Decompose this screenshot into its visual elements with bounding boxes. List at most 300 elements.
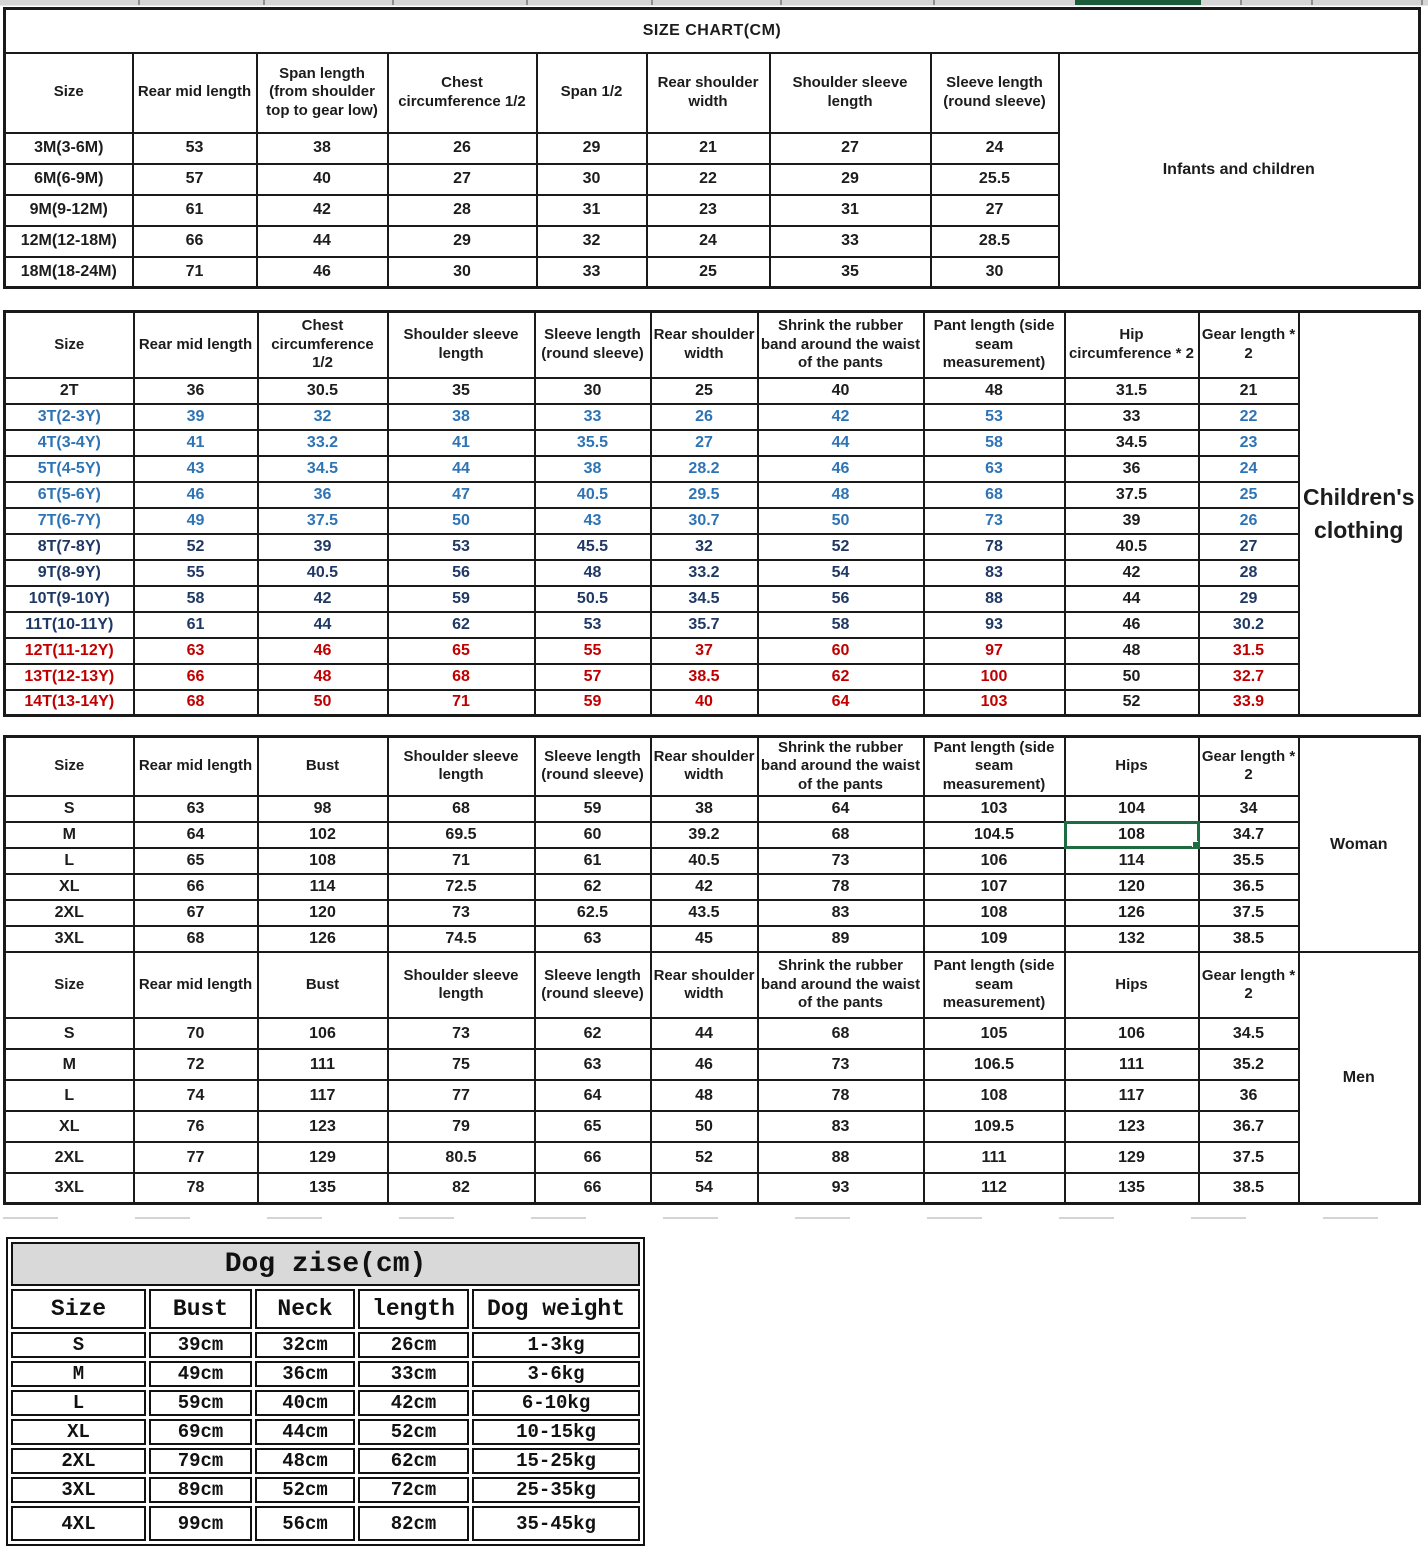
value-cell[interactable]: 114 <box>1065 848 1199 874</box>
value-cell[interactable]: 57 <box>133 164 257 195</box>
value-cell[interactable]: 21 <box>1199 378 1299 404</box>
selected-cell[interactable]: 108 <box>1065 822 1199 848</box>
size-cell[interactable]: 9M(9-12M) <box>5 195 133 226</box>
size-cell[interactable]: XL <box>5 874 134 900</box>
value-cell[interactable]: 44 <box>257 226 388 257</box>
value-cell[interactable]: 79cm <box>149 1448 252 1474</box>
size-cell[interactable]: 2XL <box>11 1448 146 1474</box>
value-cell[interactable]: 72 <box>134 1049 258 1080</box>
value-cell[interactable]: 78 <box>758 874 924 900</box>
value-cell[interactable]: 44 <box>1065 586 1199 612</box>
value-cell[interactable]: 104.5 <box>924 822 1065 848</box>
value-cell[interactable]: 33cm <box>358 1361 469 1387</box>
value-cell[interactable]: 73 <box>758 1049 924 1080</box>
value-cell[interactable]: 88 <box>924 586 1065 612</box>
value-cell[interactable]: 31.5 <box>1199 638 1299 664</box>
value-cell[interactable]: 62 <box>535 1018 651 1049</box>
value-cell[interactable]: 46 <box>258 638 388 664</box>
value-cell[interactable]: 24 <box>647 226 770 257</box>
value-cell[interactable]: 100 <box>924 664 1065 690</box>
size-cell[interactable]: 2XL <box>5 1142 134 1173</box>
value-cell[interactable]: 40.5 <box>651 848 758 874</box>
value-cell[interactable]: 66 <box>535 1142 651 1173</box>
value-cell[interactable]: 60 <box>758 638 924 664</box>
value-cell[interactable]: 30.5 <box>258 378 388 404</box>
size-cell[interactable]: 11T(10-11Y) <box>5 612 134 638</box>
value-cell[interactable]: 21 <box>647 133 770 164</box>
value-cell[interactable]: 35 <box>770 257 931 288</box>
column-header[interactable]: Hips <box>1065 952 1199 1018</box>
size-cell[interactable]: L <box>11 1390 146 1416</box>
value-cell[interactable]: 97 <box>924 638 1065 664</box>
size-cell[interactable]: 13T(12-13Y) <box>5 664 134 690</box>
value-cell[interactable]: 58 <box>924 430 1065 456</box>
value-cell[interactable]: 61 <box>133 195 257 226</box>
value-cell[interactable]: 38.5 <box>651 664 758 690</box>
value-cell[interactable]: 25.5 <box>931 164 1059 195</box>
value-cell[interactable]: 29 <box>1199 586 1299 612</box>
value-cell[interactable]: 44 <box>258 612 388 638</box>
value-cell[interactable]: 106 <box>1065 1018 1199 1049</box>
value-cell[interactable]: 39.2 <box>651 822 758 848</box>
value-cell[interactable]: 68 <box>134 690 258 716</box>
value-cell[interactable]: 76 <box>134 1111 258 1142</box>
value-cell[interactable]: 43.5 <box>651 900 758 926</box>
value-cell[interactable]: 98 <box>258 796 388 822</box>
column-header[interactable]: Bust <box>258 952 388 1018</box>
value-cell[interactable]: 41 <box>388 430 535 456</box>
value-cell[interactable]: 66 <box>133 226 257 257</box>
value-cell[interactable]: 126 <box>258 926 388 952</box>
column-header[interactable]: Rear shoulder width <box>647 53 770 133</box>
value-cell[interactable]: 39 <box>1065 508 1199 534</box>
value-cell[interactable]: 65 <box>535 1111 651 1142</box>
value-cell[interactable]: 77 <box>388 1080 535 1111</box>
value-cell[interactable]: 40.5 <box>535 482 651 508</box>
column-header[interactable]: Gear length * 2 <box>1199 312 1299 378</box>
value-cell[interactable]: 109.5 <box>924 1111 1065 1142</box>
value-cell[interactable]: 59 <box>535 690 651 716</box>
value-cell[interactable]: 45 <box>651 926 758 952</box>
value-cell[interactable]: 33 <box>537 257 647 288</box>
value-cell[interactable]: 44 <box>651 1018 758 1049</box>
value-cell[interactable]: 111 <box>1065 1049 1199 1080</box>
value-cell[interactable]: 103 <box>924 796 1065 822</box>
value-cell[interactable]: 61 <box>535 848 651 874</box>
value-cell[interactable]: 120 <box>1065 874 1199 900</box>
value-cell[interactable]: 40.5 <box>1065 534 1199 560</box>
value-cell[interactable]: 27 <box>931 195 1059 226</box>
size-cell[interactable]: 3T(2-3Y) <box>5 404 134 430</box>
value-cell[interactable]: 129 <box>258 1142 388 1173</box>
size-cell[interactable]: 3XL <box>11 1477 146 1503</box>
value-cell[interactable]: 54 <box>758 560 924 586</box>
value-cell[interactable]: 28 <box>388 195 537 226</box>
value-cell[interactable]: 68 <box>388 664 535 690</box>
value-cell[interactable]: 28.5 <box>931 226 1059 257</box>
column-header[interactable]: Shoulder sleeve length <box>388 952 535 1018</box>
value-cell[interactable]: 44 <box>388 456 535 482</box>
value-cell[interactable]: 35.5 <box>535 430 651 456</box>
value-cell[interactable]: 42cm <box>358 1390 469 1416</box>
value-cell[interactable]: 65 <box>388 638 535 664</box>
column-header[interactable]: Rear shoulder width <box>651 737 758 796</box>
value-cell[interactable]: 36cm <box>255 1361 355 1387</box>
value-cell[interactable]: 46 <box>1065 612 1199 638</box>
column-header[interactable]: Pant length (side seam measurement) <box>924 952 1065 1018</box>
size-cell[interactable]: 3XL <box>5 1173 134 1204</box>
value-cell[interactable]: 78 <box>924 534 1065 560</box>
value-cell[interactable]: 52 <box>758 534 924 560</box>
value-cell[interactable]: 108 <box>924 900 1065 926</box>
value-cell[interactable]: 53 <box>924 404 1065 430</box>
value-cell[interactable]: 132 <box>1065 926 1199 952</box>
value-cell[interactable]: 123 <box>258 1111 388 1142</box>
value-cell[interactable]: 107 <box>924 874 1065 900</box>
value-cell[interactable]: 109 <box>924 926 1065 952</box>
value-cell[interactable]: 68 <box>924 482 1065 508</box>
value-cell[interactable]: 33 <box>535 404 651 430</box>
value-cell[interactable]: 35-45kg <box>472 1506 640 1541</box>
value-cell[interactable]: 43 <box>535 508 651 534</box>
column-header[interactable]: Size <box>5 737 134 796</box>
value-cell[interactable]: 62 <box>388 612 535 638</box>
value-cell[interactable]: 104 <box>1065 796 1199 822</box>
value-cell[interactable]: 31.5 <box>1065 378 1199 404</box>
value-cell[interactable]: 44 <box>758 430 924 456</box>
value-cell[interactable]: 114 <box>258 874 388 900</box>
column-header[interactable]: Shrink the rubber band around the waist of the pants <box>758 312 924 378</box>
value-cell[interactable]: 43 <box>134 456 258 482</box>
value-cell[interactable]: 33.9 <box>1199 690 1299 716</box>
column-header[interactable]: Pant length (side seam measurement) <box>924 737 1065 796</box>
value-cell[interactable]: 36 <box>1199 1080 1299 1111</box>
size-cell[interactable]: M <box>5 1049 134 1080</box>
column-header[interactable]: Span length (from shoulder top to gear low) <box>257 53 388 133</box>
column-header[interactable]: Size <box>5 53 133 133</box>
value-cell[interactable]: 53 <box>133 133 257 164</box>
value-cell[interactable]: 38.5 <box>1199 926 1299 952</box>
value-cell[interactable]: 69cm <box>149 1419 252 1445</box>
value-cell[interactable]: 34.5 <box>258 456 388 482</box>
value-cell[interactable]: 32 <box>651 534 758 560</box>
value-cell[interactable]: 36 <box>258 482 388 508</box>
value-cell[interactable]: 30 <box>388 257 537 288</box>
value-cell[interactable]: 39 <box>258 534 388 560</box>
value-cell[interactable]: 102 <box>258 822 388 848</box>
value-cell[interactable]: 62cm <box>358 1448 469 1474</box>
value-cell[interactable]: 73 <box>758 848 924 874</box>
column-header[interactable]: Dog weight <box>472 1289 640 1329</box>
value-cell[interactable]: 93 <box>924 612 1065 638</box>
value-cell[interactable]: 73 <box>388 900 535 926</box>
column-header[interactable]: Bust <box>149 1289 252 1329</box>
value-cell[interactable]: 1-3kg <box>472 1332 640 1358</box>
value-cell[interactable]: 71 <box>388 690 535 716</box>
value-cell[interactable]: 46 <box>758 456 924 482</box>
size-cell[interactable]: 2T <box>5 378 134 404</box>
value-cell[interactable]: 29 <box>537 133 647 164</box>
value-cell[interactable]: 49 <box>134 508 258 534</box>
value-cell[interactable]: 83 <box>758 900 924 926</box>
value-cell[interactable]: 25 <box>1199 482 1299 508</box>
value-cell[interactable]: 80.5 <box>388 1142 535 1173</box>
value-cell[interactable]: 48 <box>535 560 651 586</box>
value-cell[interactable]: 67 <box>134 900 258 926</box>
value-cell[interactable]: 73 <box>388 1018 535 1049</box>
value-cell[interactable]: 23 <box>647 195 770 226</box>
value-cell[interactable]: 59cm <box>149 1390 252 1416</box>
column-header[interactable]: Rear mid length <box>134 737 258 796</box>
column-header[interactable]: Gear length * 2 <box>1199 737 1299 796</box>
value-cell[interactable]: 29.5 <box>651 482 758 508</box>
value-cell[interactable]: 41 <box>134 430 258 456</box>
value-cell[interactable]: 62 <box>535 874 651 900</box>
column-header[interactable]: Sleeve length (round sleeve) <box>535 737 651 796</box>
size-cell[interactable]: 2XL <box>5 900 134 926</box>
size-cell[interactable]: S <box>11 1332 146 1358</box>
value-cell[interactable]: 50 <box>1065 664 1199 690</box>
value-cell[interactable]: 30 <box>537 164 647 195</box>
column-header[interactable]: Rear shoulder width <box>651 952 758 1018</box>
value-cell[interactable]: 71 <box>388 848 535 874</box>
value-cell[interactable]: 52 <box>134 534 258 560</box>
value-cell[interactable]: 34.7 <box>1199 822 1299 848</box>
value-cell[interactable]: 135 <box>258 1173 388 1204</box>
value-cell[interactable]: 34 <box>1199 796 1299 822</box>
value-cell[interactable]: 61 <box>134 612 258 638</box>
value-cell[interactable]: 22 <box>647 164 770 195</box>
column-header[interactable]: Shoulder sleeve length <box>388 312 535 378</box>
value-cell[interactable]: 30 <box>535 378 651 404</box>
value-cell[interactable]: 50.5 <box>535 586 651 612</box>
size-cell[interactable]: 9T(8-9Y) <box>5 560 134 586</box>
value-cell[interactable]: 38 <box>535 456 651 482</box>
value-cell[interactable]: 62 <box>758 664 924 690</box>
value-cell[interactable]: 59 <box>388 586 535 612</box>
value-cell[interactable]: 82cm <box>358 1506 469 1541</box>
value-cell[interactable]: 29 <box>770 164 931 195</box>
value-cell[interactable]: 73 <box>924 508 1065 534</box>
value-cell[interactable]: 46 <box>257 257 388 288</box>
value-cell[interactable]: 40 <box>651 690 758 716</box>
column-header[interactable]: Shrink the rubber band around the waist of the pants <box>758 737 924 796</box>
value-cell[interactable]: 32 <box>537 226 647 257</box>
value-cell[interactable]: 34.5 <box>1065 430 1199 456</box>
value-cell[interactable]: 106 <box>924 848 1065 874</box>
value-cell[interactable]: 30 <box>931 257 1059 288</box>
value-cell[interactable]: 69.5 <box>388 822 535 848</box>
size-cell[interactable]: 6M(6-9M) <box>5 164 133 195</box>
size-cell[interactable]: 6T(5-6Y) <box>5 482 134 508</box>
value-cell[interactable]: 27 <box>1199 534 1299 560</box>
value-cell[interactable]: 50 <box>258 690 388 716</box>
size-cell[interactable]: 5T(4-5Y) <box>5 456 134 482</box>
value-cell[interactable]: 44cm <box>255 1419 355 1445</box>
value-cell[interactable]: 105 <box>924 1018 1065 1049</box>
size-cell[interactable]: 7T(6-7Y) <box>5 508 134 534</box>
value-cell[interactable]: 71 <box>133 257 257 288</box>
column-header[interactable]: Rear mid length <box>134 312 258 378</box>
size-cell[interactable]: 4T(3-4Y) <box>5 430 134 456</box>
value-cell[interactable]: 26 <box>651 404 758 430</box>
column-header[interactable]: length <box>358 1289 469 1329</box>
column-header[interactable]: Hips <box>1065 737 1199 796</box>
value-cell[interactable]: 3-6kg <box>472 1361 640 1387</box>
value-cell[interactable]: 33 <box>1065 404 1199 430</box>
value-cell[interactable]: 33 <box>770 226 931 257</box>
value-cell[interactable]: 111 <box>258 1049 388 1080</box>
value-cell[interactable]: 63 <box>535 926 651 952</box>
value-cell[interactable]: 63 <box>134 796 258 822</box>
value-cell[interactable]: 106 <box>258 1018 388 1049</box>
value-cell[interactable]: 37.5 <box>258 508 388 534</box>
value-cell[interactable]: 108 <box>258 848 388 874</box>
value-cell[interactable]: 28.2 <box>651 456 758 482</box>
value-cell[interactable]: 48 <box>1065 638 1199 664</box>
column-header[interactable]: Bust <box>258 737 388 796</box>
value-cell[interactable]: 53 <box>535 612 651 638</box>
value-cell[interactable]: 64 <box>535 1080 651 1111</box>
value-cell[interactable]: 64 <box>758 690 924 716</box>
value-cell[interactable]: 117 <box>258 1080 388 1111</box>
value-cell[interactable]: 38 <box>651 796 758 822</box>
value-cell[interactable]: 63 <box>535 1049 651 1080</box>
value-cell[interactable]: 55 <box>535 638 651 664</box>
value-cell[interactable]: 57 <box>535 664 651 690</box>
value-cell[interactable]: 39cm <box>149 1332 252 1358</box>
value-cell[interactable]: 52cm <box>358 1419 469 1445</box>
value-cell[interactable]: 38.5 <box>1199 1173 1299 1204</box>
value-cell[interactable]: 64 <box>758 796 924 822</box>
column-header[interactable]: Chest circumference 1/2 <box>388 53 537 133</box>
column-header[interactable]: Neck <box>255 1289 355 1329</box>
value-cell[interactable]: 40.5 <box>258 560 388 586</box>
value-cell[interactable]: 38 <box>388 404 535 430</box>
column-header[interactable]: Shrink the rubber band around the waist of the pants <box>758 952 924 1018</box>
value-cell[interactable]: 68 <box>134 926 258 952</box>
column-header[interactable]: Gear length * 2 <box>1199 952 1299 1018</box>
size-cell[interactable]: L <box>5 848 134 874</box>
value-cell[interactable]: 37 <box>651 638 758 664</box>
value-cell[interactable]: 10-15kg <box>472 1419 640 1445</box>
value-cell[interactable]: 74 <box>134 1080 258 1111</box>
value-cell[interactable]: 88 <box>758 1142 924 1173</box>
value-cell[interactable]: 58 <box>134 586 258 612</box>
value-cell[interactable]: 27 <box>651 430 758 456</box>
value-cell[interactable]: 47 <box>388 482 535 508</box>
value-cell[interactable]: 25 <box>647 257 770 288</box>
column-header[interactable]: Sleeve length (round sleeve) <box>931 53 1059 133</box>
column-header[interactable]: Rear mid length <box>134 952 258 1018</box>
value-cell[interactable]: 52cm <box>255 1477 355 1503</box>
value-cell[interactable]: 40 <box>257 164 388 195</box>
value-cell[interactable]: 26 <box>388 133 537 164</box>
column-header[interactable]: Sleeve length (round sleeve) <box>535 952 651 1018</box>
column-header[interactable]: Size <box>11 1289 146 1329</box>
value-cell[interactable]: 56 <box>388 560 535 586</box>
size-cell[interactable]: 12M(12-18M) <box>5 226 133 257</box>
value-cell[interactable]: 37.5 <box>1199 900 1299 926</box>
value-cell[interactable]: 120 <box>258 900 388 926</box>
value-cell[interactable]: 24 <box>931 133 1059 164</box>
value-cell[interactable]: 56cm <box>255 1506 355 1541</box>
value-cell[interactable]: 60 <box>535 822 651 848</box>
column-header[interactable]: Size <box>5 952 134 1018</box>
value-cell[interactable]: 54 <box>651 1173 758 1204</box>
value-cell[interactable]: 40 <box>758 378 924 404</box>
value-cell[interactable]: 75 <box>388 1049 535 1080</box>
value-cell[interactable]: 52 <box>1065 690 1199 716</box>
value-cell[interactable]: 63 <box>134 638 258 664</box>
size-cell[interactable]: XL <box>11 1419 146 1445</box>
value-cell[interactable]: 123 <box>1065 1111 1199 1142</box>
value-cell[interactable]: 48 <box>758 482 924 508</box>
value-cell[interactable]: 24 <box>1199 456 1299 482</box>
value-cell[interactable]: 62.5 <box>535 900 651 926</box>
value-cell[interactable]: 25 <box>651 378 758 404</box>
value-cell[interactable]: 77 <box>134 1142 258 1173</box>
column-header[interactable]: Shoulder sleeve length <box>388 737 535 796</box>
column-header[interactable]: Pant length (side seam measurement) <box>924 312 1065 378</box>
column-header[interactable]: Hip circumference * 2 <box>1065 312 1199 378</box>
value-cell[interactable]: 6-10kg <box>472 1390 640 1416</box>
value-cell[interactable]: 66 <box>134 874 258 900</box>
value-cell[interactable]: 42 <box>1065 560 1199 586</box>
value-cell[interactable]: 65 <box>134 848 258 874</box>
value-cell[interactable]: 22 <box>1199 404 1299 430</box>
size-cell[interactable]: 12T(11-12Y) <box>5 638 134 664</box>
value-cell[interactable]: 72cm <box>358 1477 469 1503</box>
value-cell[interactable]: 83 <box>924 560 1065 586</box>
value-cell[interactable]: 48 <box>924 378 1065 404</box>
column-header[interactable]: Shoulder sleeve length <box>770 53 931 133</box>
value-cell[interactable]: 35 <box>388 378 535 404</box>
value-cell[interactable]: 27 <box>770 133 931 164</box>
size-chart-title[interactable]: SIZE CHART(CM) <box>5 9 1420 53</box>
size-cell[interactable]: 3M(3-6M) <box>5 133 133 164</box>
value-cell[interactable]: 46 <box>134 482 258 508</box>
value-cell[interactable]: 78 <box>134 1173 258 1204</box>
value-cell[interactable]: 58 <box>758 612 924 638</box>
value-cell[interactable]: 35.7 <box>651 612 758 638</box>
value-cell[interactable]: 99cm <box>149 1506 252 1541</box>
column-header[interactable]: Rear mid length <box>133 53 257 133</box>
value-cell[interactable]: 38 <box>257 133 388 164</box>
value-cell[interactable]: 33.2 <box>258 430 388 456</box>
size-cell[interactable]: 14T(13-14Y) <box>5 690 134 716</box>
value-cell[interactable]: 42 <box>651 874 758 900</box>
value-cell[interactable]: 32 <box>258 404 388 430</box>
value-cell[interactable]: 36 <box>1065 456 1199 482</box>
value-cell[interactable]: 74.5 <box>388 926 535 952</box>
value-cell[interactable]: 50 <box>651 1111 758 1142</box>
value-cell[interactable]: 117 <box>1065 1080 1199 1111</box>
value-cell[interactable]: 42 <box>257 195 388 226</box>
value-cell[interactable]: 66 <box>134 664 258 690</box>
value-cell[interactable]: 39 <box>134 404 258 430</box>
value-cell[interactable]: 26 <box>1199 508 1299 534</box>
value-cell[interactable]: 111 <box>924 1142 1065 1173</box>
value-cell[interactable]: 27 <box>388 164 537 195</box>
size-cell[interactable]: M <box>11 1361 146 1387</box>
size-cell[interactable]: 8T(7-8Y) <box>5 534 134 560</box>
value-cell[interactable]: 53 <box>388 534 535 560</box>
value-cell[interactable]: 68 <box>388 796 535 822</box>
value-cell[interactable]: 33.2 <box>651 560 758 586</box>
value-cell[interactable]: 108 <box>924 1080 1065 1111</box>
value-cell[interactable]: 50 <box>758 508 924 534</box>
